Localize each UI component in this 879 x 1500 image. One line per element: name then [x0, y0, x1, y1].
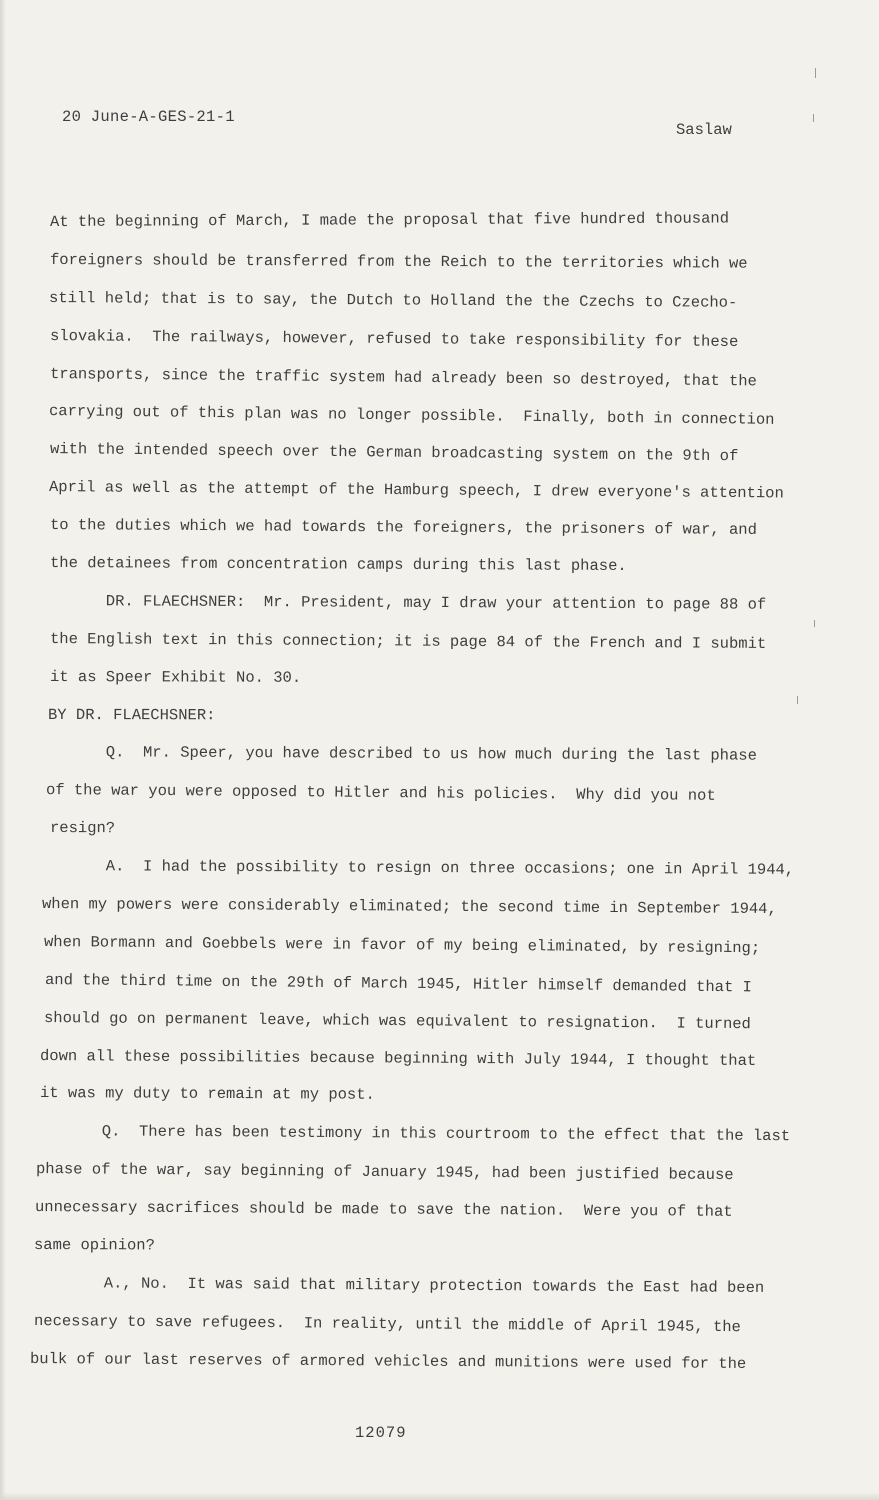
text-line: and the third time on the 29th of March 1945, Hitler himself demanded that I — [44, 970, 752, 997]
text-line: to the duties which we had towards the foreigners, the prisoners of war, and — [49, 516, 757, 540]
text-line: transports, since the traffic system had already been so destroyed, that the — [49, 364, 757, 390]
text-line: the detainees from concentration camps during this last phase. — [49, 554, 627, 576]
text-line: At the beginning of March, I made the proposal that five hundred thousand — [49, 209, 730, 231]
text-line: carrying out of this plan was no longer possible. Finally, both in connection — [48, 402, 775, 430]
text-line: unnecessary sacrifices should be made to save the nation. Were you of that — [34, 1198, 733, 1222]
text-line: slovakia. The railways, however, refused to take responsibility for these — [49, 326, 739, 351]
text-line: same opinion? — [33, 1236, 155, 1255]
text-line: should go on permanent leave, which was equivalent to resignation. I turned — [43, 1008, 751, 1033]
text-line: foreigners should be transferred from the Reich to the territories which we — [49, 250, 748, 273]
text-line: Q. There has been testimony in this courtroom to the effect that the last — [45, 1122, 791, 1146]
text-line: Q. Mr. Speer, you have described to us how much during the last phase — [49, 743, 757, 766]
margin-mark — [813, 114, 814, 122]
text-line: the English text in this connection; it is page 84 of the French and I submit — [49, 629, 767, 653]
text-line: DR. FLAECHSNER: Mr. President, may I draw your attention to page 88 of — [49, 591, 767, 614]
text-line: April as well as the attempt of the Hamburg speech, I drew everyone's attention — [48, 478, 784, 503]
text-line: A. I had the possibility to resign on three occasions; one in April 1944, — [49, 857, 795, 880]
transcript-reference: 20 June-A-GES-21-1 — [62, 108, 235, 126]
text-line: it as Speer Exhibit No. 30. — [49, 667, 302, 687]
text-line: of the war you were opposed to Hitler and his policies. Why did you not — [45, 781, 716, 806]
text-line: resign? — [49, 819, 116, 838]
text-line: phase of the war, say beginning of January 1945, had been justified because — [35, 1160, 734, 1185]
text-line: necessary to save refugees. In reality, until the middle of April 1945, the — [33, 1311, 741, 1336]
text-line: still held; that is to say, the Dutch to Holland the the Czechs to Czecho- — [48, 288, 738, 312]
text-line: it was my duty to remain at my post. — [39, 1084, 375, 1105]
reporter-name: Saslaw — [676, 121, 732, 139]
text-line: bulk of our last reserves of armored vehicles and munitions were used for the — [29, 1349, 747, 1373]
text-line: BY DR. FLAECHSNER: — [47, 705, 216, 724]
text-line: A., No. It was said that military protection towards the East had been — [47, 1273, 765, 1297]
transcript-body — [29, 204, 820, 1379]
margin-mark — [815, 68, 816, 78]
text-line: when Bormann and Goebbels were in favor of my being eliminated, by resigning; — [43, 932, 761, 958]
paper-left-edge — [0, 0, 6, 1500]
text-line: with the intended speech over the German broadcasting system on the 9th of — [49, 440, 739, 466]
text-line: down all these possibilities because beginning with July 1944, I thought that — [39, 1046, 757, 1070]
text-line: when my powers were considerably eliminated; the second time in September 1944, — [41, 895, 777, 919]
paper-bottom-edge — [0, 1492, 879, 1500]
page-number: 12079 — [355, 1424, 407, 1442]
